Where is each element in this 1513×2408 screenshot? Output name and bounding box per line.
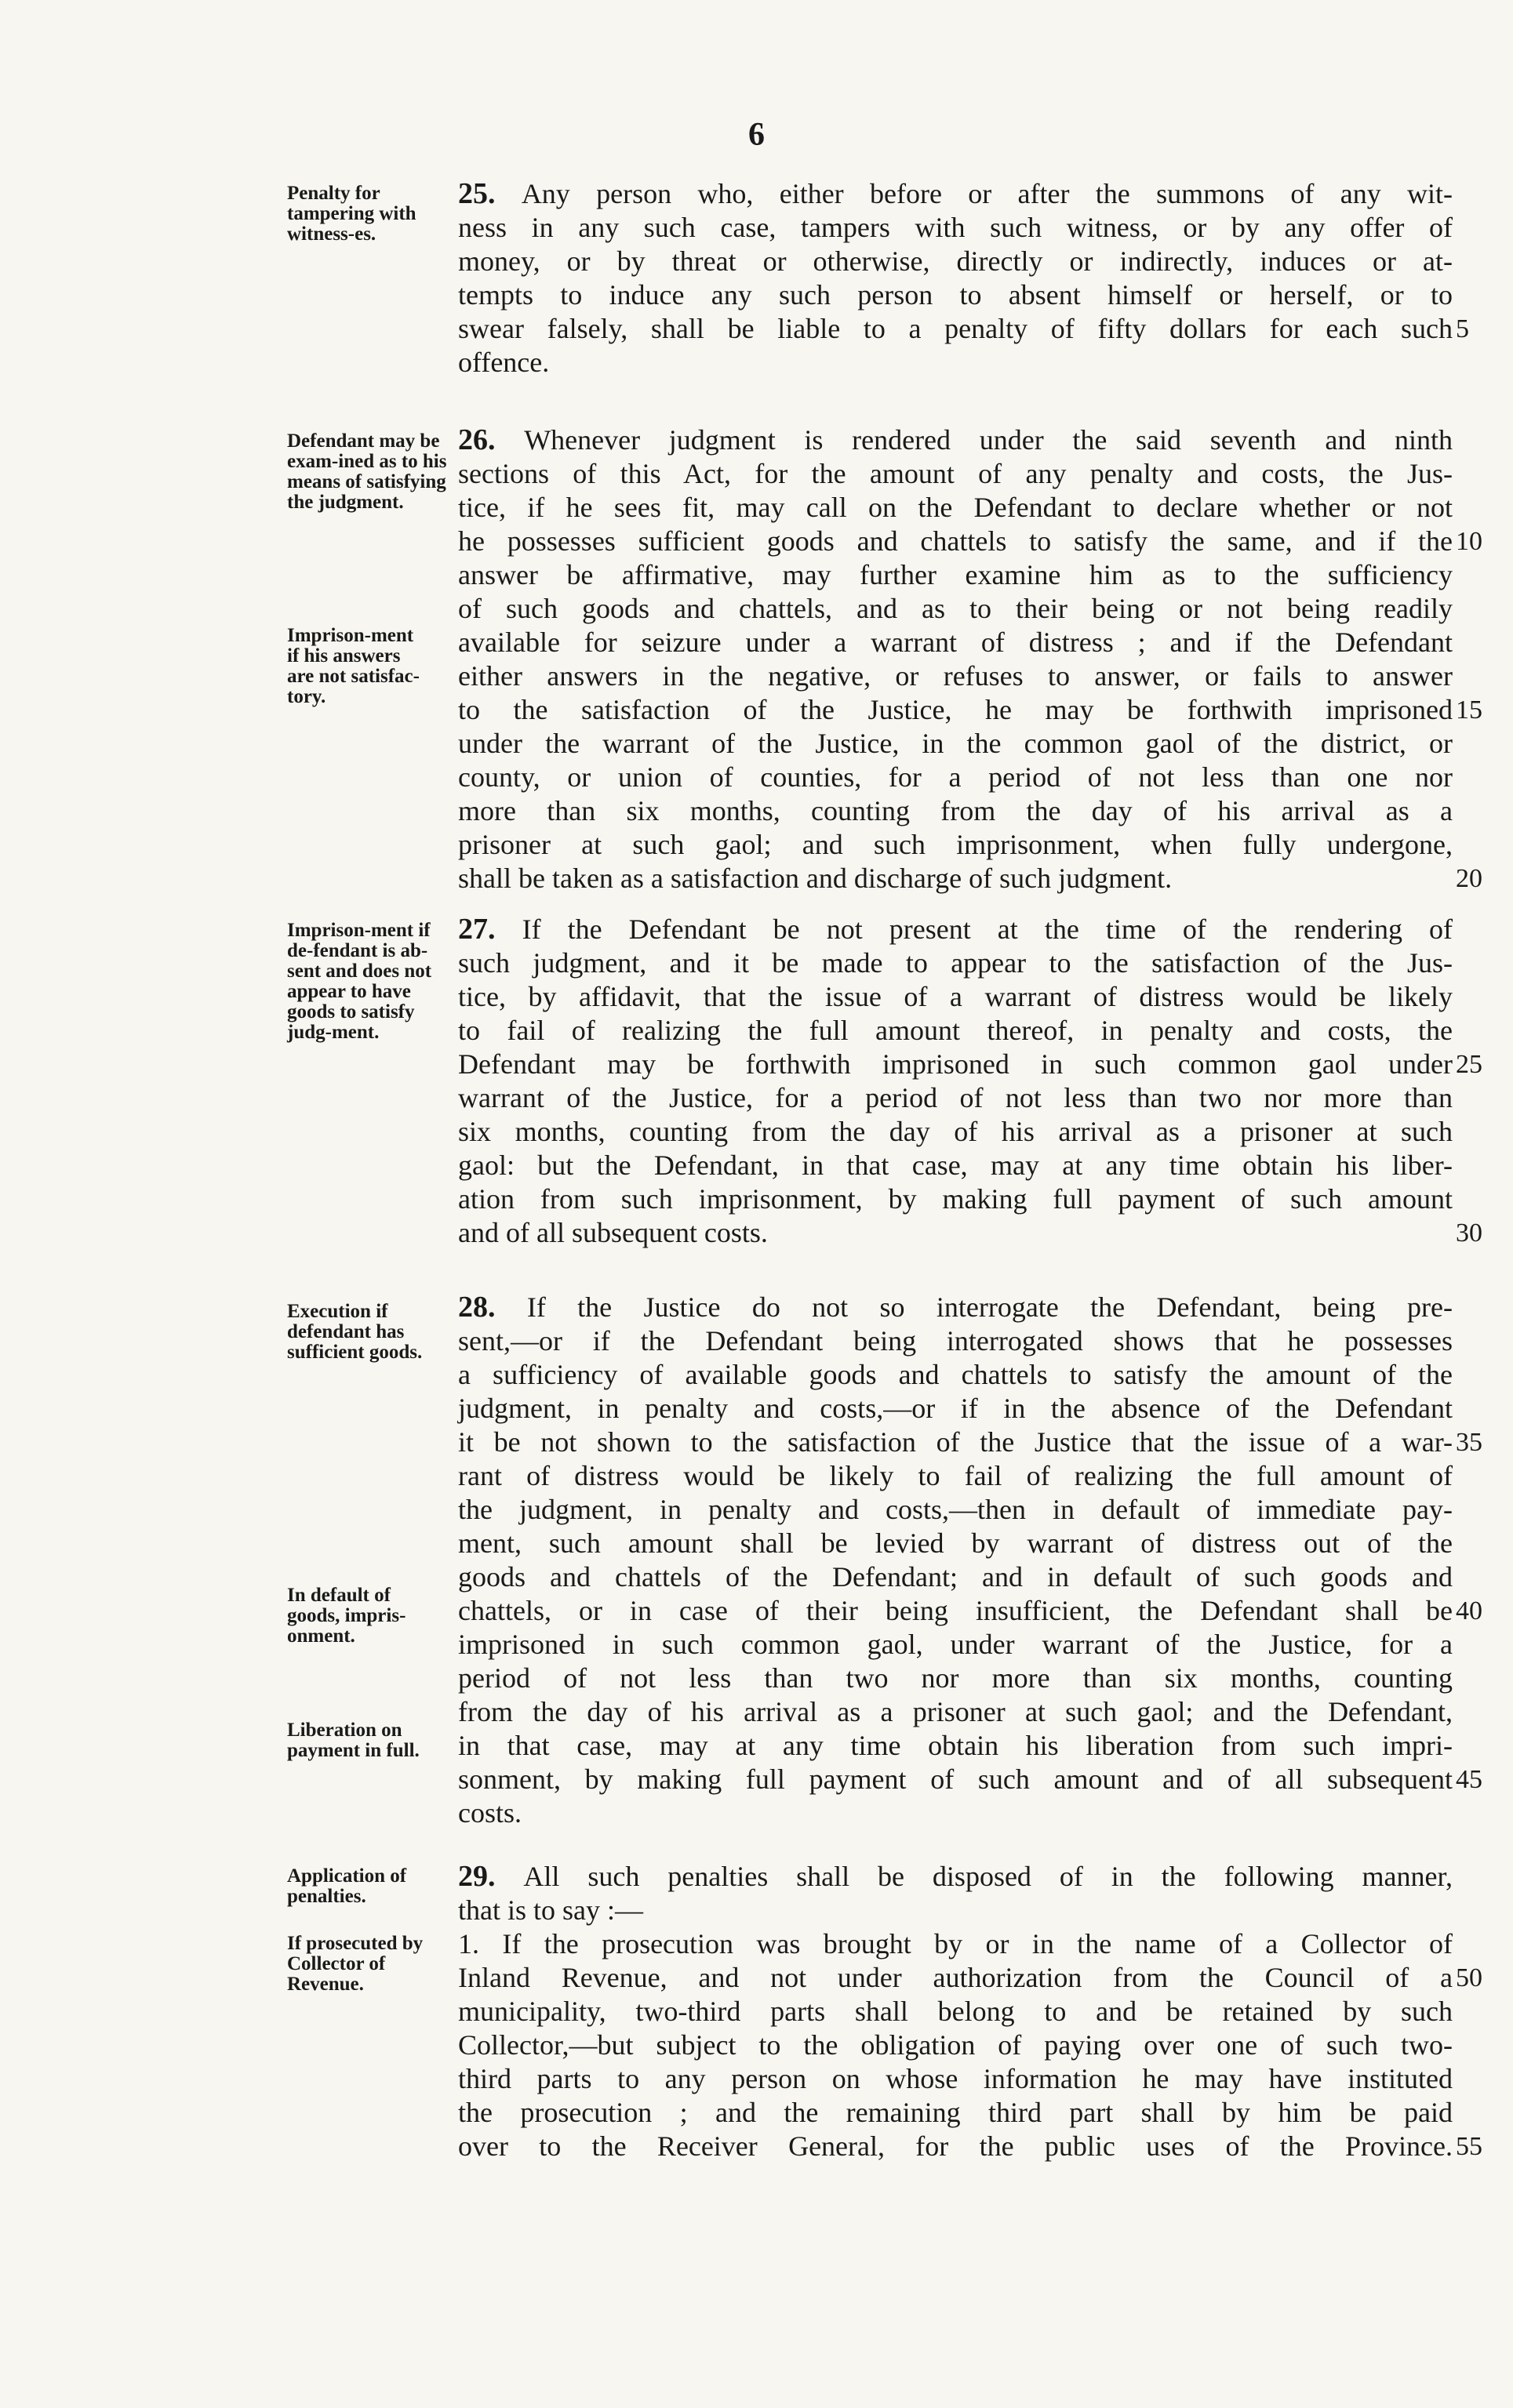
text-line <box>458 312 1453 346</box>
section-number: 25. <box>458 177 496 210</box>
line-number: 55 <box>1456 2132 1482 2161</box>
text-line: 27. If the Defendant be not present at the time of the rendering of <box>458 913 1453 946</box>
section-number: 29. <box>458 1860 496 1893</box>
section-number: 27. <box>458 913 496 946</box>
text-line: of such goods and chattels, and as to their being or not being readily <box>458 593 1453 624</box>
text-line: he possesses sufficient goods and chattels to satisfy the same, and if the <box>458 525 1453 557</box>
text-line: and of all subsequent costs. <box>458 1217 768 1248</box>
text-line: imprisoned in such common gaol, under warrant of the Justice, for a <box>458 1629 1453 1660</box>
text-line: a sufficiency of available goods and chattels to satisfy the amount of the <box>458 1359 1453 1390</box>
line-number: 40 <box>1456 1596 1482 1625</box>
text-line: to the satisfaction of the Justice, he may be forthwith imprisoned <box>458 694 1453 725</box>
text-line: municipality, two-third parts shall belong to and be retained by such <box>458 1996 1453 2027</box>
text-line: ness in any such case, tampers with such witness, or by any offer of <box>458 212 1453 243</box>
margin-note: If prosecuted by Collector of Revenue. <box>287 1933 424 1995</box>
text-line: Collector,—but subject to the obligation of paying over one of such two- <box>458 2029 1453 2061</box>
text-line: such judgment, and it be made to appear to the satisfaction of the Jus- <box>458 947 1453 979</box>
text-line: tice, by affidavit, that the issue of a warrant of distress would be likely <box>458 981 1453 1012</box>
line-number: 15 <box>1456 696 1482 725</box>
text-line: prisoner at such gaol; and such imprisonment, when fully undergone, <box>458 829 1453 860</box>
text-line: ment, such amount shall be levied by warrant of distress out of the <box>458 1527 1453 1559</box>
margin-note: Defendant may be exam-ined as to his means of satisfying the judgment. <box>287 430 447 513</box>
text-line: goods and chattels of the Defendant; and in default of such goods and <box>458 1561 1453 1593</box>
section-number: 26. <box>458 423 496 456</box>
line-number: 5 <box>1456 314 1469 343</box>
line-number: 30 <box>1456 1219 1482 1248</box>
text-line: six months, counting from the day of his arrival as a prisoner at such <box>458 1116 1453 1147</box>
text-line: warrant of the Justice, for a period of not less than two nor more than <box>458 1082 1453 1113</box>
text-line: more than six months, counting from the day of his arrival as a <box>458 795 1453 826</box>
text-line: to fail of realizing the full amount thereof, in penalty and costs, the <box>458 1015 1453 1046</box>
margin-note: Execution if defendant has sufficient goods. <box>287 1301 423 1363</box>
line-number: 25 <box>1456 1050 1482 1079</box>
text-line: chattels, or in case of their being insufficient, the Defendant shall be <box>458 1595 1453 1626</box>
text-line: ation from such imprisonment, by making full payment of such amount <box>458 1183 1453 1215</box>
line-number: 50 <box>1456 1963 1482 1992</box>
text-line: it be not shown to the satisfaction of the Justice that the issue of a war- <box>458 1426 1453 1458</box>
section-text <box>458 177 1453 380</box>
section-text <box>458 423 1453 895</box>
text-line: sections of this Act, for the amount of any penalty and costs, the Jus- <box>458 458 1453 489</box>
text-line: shall be taken as a satisfaction and discharge of such judgment. <box>458 863 1173 894</box>
text-line: offence. <box>458 347 550 378</box>
margin-note: Imprison-ment if his answers are not satisfac-tory. <box>287 625 420 707</box>
line-number: 20 <box>1456 864 1482 893</box>
text-line: gaol: but the Defendant, in that case, may at any time obtain his liber- <box>458 1150 1453 1181</box>
text-line-fragment: swear falsely, shall be liable to a penalty of fifty dollars for each such <box>458 313 1453 344</box>
text-line: money, or by threat or otherwise, directly or indirectly, induces or at- <box>458 245 1453 277</box>
page-number: 6 <box>748 117 765 153</box>
text-line: that is to say :— <box>458 1894 643 1926</box>
text-line: judgment, in penalty and costs,—or if in the absence of the Defendant <box>458 1393 1453 1424</box>
text-line: 28. If the Justice do not so interrogate the Defendant, being pre- <box>458 1291 1453 1324</box>
text-line: over to the Receiver General, for the public uses of the Province. <box>458 2130 1453 2162</box>
text-line: tempts to induce any such person to absent himself or herself, or to <box>458 279 1453 311</box>
text-line: third parts to any person on whose information he may have instituted <box>458 2063 1453 2094</box>
text-line: sonment, by making full payment of such amount and of all subsequent <box>458 1763 1453 1795</box>
section-text <box>458 1860 1453 2163</box>
line-number: 35 <box>1456 1428 1482 1457</box>
text-line: 1. If the prosecution was brought by or in the name of a Collector of <box>458 1928 1453 1959</box>
text-line: in that case, may at any time obtain his liberation from such impri- <box>458 1730 1453 1761</box>
text-line: county, or union of counties, for a period of not less than one nor <box>458 761 1453 793</box>
line-number: 10 <box>1456 527 1482 556</box>
text-line: 25. Any person who, either before or after the summons of any wit- <box>458 177 1453 210</box>
margin-note: In default of goods, impris-onment. <box>287 1585 406 1647</box>
text-line: 26. Whenever judgment is rendered under the said seventh and ninth <box>458 423 1453 456</box>
margin-note: Penalty for tampering with witness-es. <box>287 183 416 245</box>
text-line: tice, if he sees fit, may call on the Defendant to declare whether or not <box>458 492 1453 523</box>
margin-note: Imprison-ment if de-fendant is ab-sent and does not appear to have goods to satisfy judg-ment. <box>287 920 432 1043</box>
text-line: from the day of his arrival as a prisoner at such gaol; and the Defendant, <box>458 1696 1453 1727</box>
text-line: sent,—or if the Defendant being interrogated shows that he possesses <box>458 1325 1453 1357</box>
section-text <box>458 1291 1453 1830</box>
text-line: under the warrant of the Justice, in the common gaol of the district, or <box>458 728 1453 759</box>
section-number: 28. <box>458 1291 496 1324</box>
text-line: Defendant may be forthwith imprisoned in such common gaol under <box>458 1048 1453 1080</box>
margin-note: Application of penalties. <box>287 1865 407 1907</box>
text-line: either answers in the negative, or refuses to answer, or fails to answer <box>458 660 1453 692</box>
text-line: answer be affirmative, may further examine him as to the sufficiency <box>458 559 1453 590</box>
text-line: rant of distress would be likely to fail of realizing the full amount of <box>458 1460 1453 1491</box>
text-line: Inland Revenue, and not under authorization from the Council of a <box>458 1962 1453 1993</box>
text-line: available for seizure under a warrant of distress ; and if the Defendant <box>458 627 1453 658</box>
line-number: 45 <box>1456 1765 1482 1794</box>
text-line: costs. <box>458 1797 522 1829</box>
text-line: the prosecution ; and the remaining third part shall by him be paid <box>458 2097 1453 2128</box>
text-line: the judgment, in penalty and costs,—then in default of immediate pay- <box>458 1494 1453 1525</box>
section-text <box>458 913 1453 1250</box>
text-line: period of not less than two nor more than six months, counting <box>458 1662 1453 1694</box>
text-line: 29. All such penalties shall be disposed of in the following manner, <box>458 1860 1453 1893</box>
margin-note: Liberation on payment in full. <box>287 1720 420 1761</box>
